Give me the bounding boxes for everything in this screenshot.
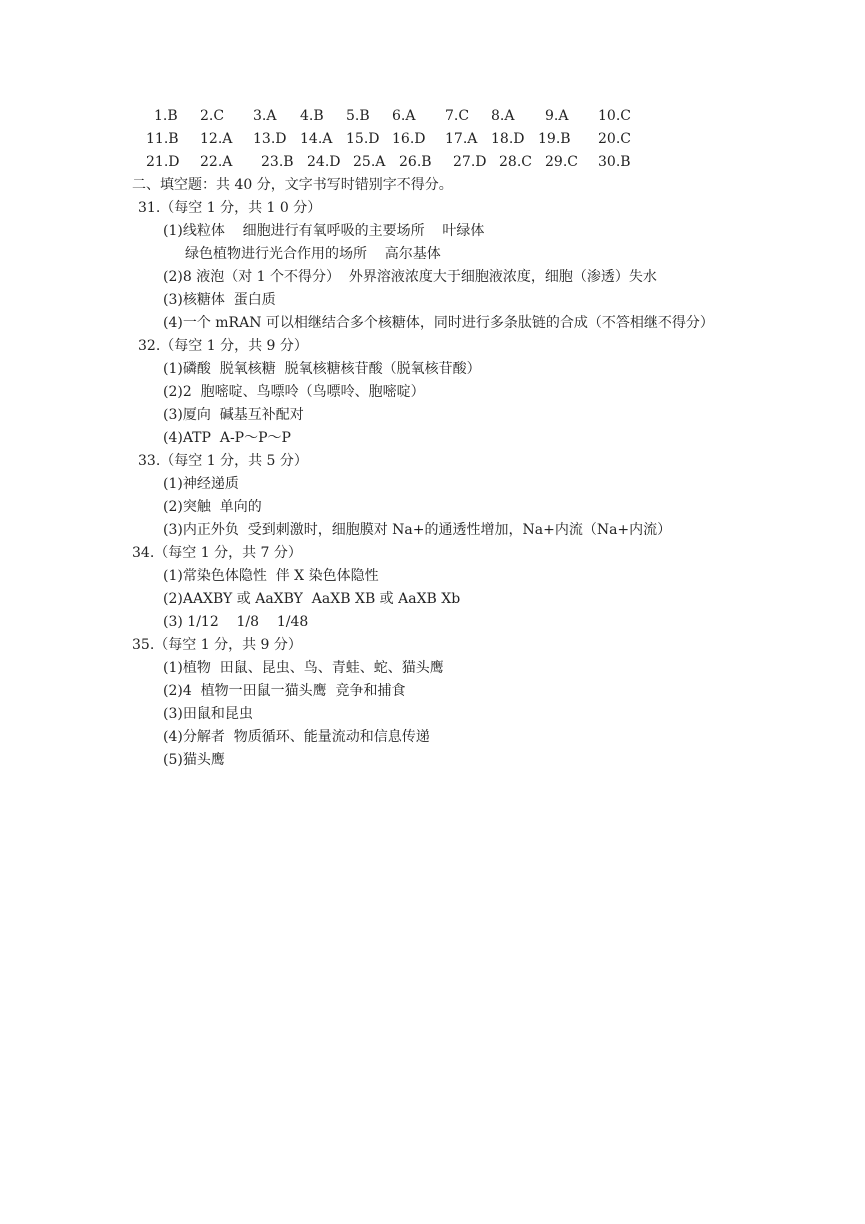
question-heading: 31.（每空 1 分，共 1 0 分） <box>138 200 322 216</box>
answer-item: 17.A <box>445 131 478 147</box>
answer-item: 7.C <box>445 108 470 124</box>
answer-line: (1)线粒体 细胞进行有氧呼吸的主要场所 叶绿体 <box>163 223 485 239</box>
question-heading: 32.（每空 1 分，共 9 分） <box>138 338 308 354</box>
answer-item: 18.D <box>491 131 525 147</box>
answer-line: (3)厦向 碱基互补配对 <box>163 407 304 423</box>
answer-line: (2)突触 单向的 <box>163 499 262 515</box>
answer-line: (4)ATP A-P～P～P <box>163 430 291 446</box>
answer-item: 1.B <box>154 108 178 124</box>
answer-line: (1)神经递质 <box>163 476 239 492</box>
answer-line: (2)4 植物一田鼠一猫头鹰 竞争和捕食 <box>163 683 406 699</box>
answer-item: 9.A <box>545 108 569 124</box>
answer-item: 11.B <box>146 131 179 147</box>
answer-line: (3)田鼠和昆虫 <box>163 706 253 722</box>
answer-item: 29.C <box>545 154 578 170</box>
answer-line: (3)核糖体 蛋白质 <box>163 292 276 308</box>
question-heading: 34.（每空 1 分，共 7 分） <box>132 545 302 561</box>
question-heading: 33.（每空 1 分，共 5 分） <box>138 453 308 469</box>
answer-item: 2.C <box>200 108 225 124</box>
answer-item: 12.A <box>200 131 233 147</box>
answer-item: 5.B <box>346 108 370 124</box>
answer-line: (1)磷酸 脱氧核糖 脱氧核糖核苷酸（脱氧核苷酸） <box>163 361 481 377</box>
answer-line: (4)分解者 物质循环、能量流动和信息传递 <box>163 729 430 745</box>
answer-item: 30.B <box>598 154 631 170</box>
answer-line: (1)植物 田鼠、昆虫、鸟、青蛙、蛇、猫头鹰 <box>163 660 444 676</box>
answer-item: 23.B <box>261 154 294 170</box>
answer-line: (3)内正外负 受到刺激时，细胞膜对 Na+的通透性增加，Na+内流（Na+内流） <box>163 522 672 538</box>
answer-item: 4.B <box>300 108 324 124</box>
answer-item: 13.D <box>253 131 287 147</box>
answer-item: 19.B <box>538 131 571 147</box>
answer-item: 20.C <box>598 131 631 147</box>
answer-item: 3.A <box>253 108 277 124</box>
answer-line: (2)AAXBY 或 AaXBY AaXB XB 或 AaXB Xb <box>163 591 461 607</box>
answer-line: (2)8 液泡（对 1 个不得分） 外界溶液浓度大于细胞液浓度，细胞（渗透）失水 <box>163 269 657 285</box>
answer-line: (3) 1/12 1/8 1/48 <box>163 614 309 630</box>
answer-item: 16.D <box>392 131 426 147</box>
answer-item: 22.A <box>200 154 233 170</box>
answer-item: 14.A <box>300 131 333 147</box>
answer-item: 10.C <box>598 108 631 124</box>
answer-line: (2)2 胞嘧啶、鸟嘌呤（鸟嘌呤、胞嘧啶） <box>163 384 425 400</box>
answer-line: (5)猫头鹰 <box>163 752 225 768</box>
answer-item: 28.C <box>499 154 532 170</box>
answer-item: 27.D <box>453 154 487 170</box>
answer-line: (4)一个 mRAN 可以相继结合多个核糖体，同时进行多条肽链的合成（不答相继不得分） <box>163 315 714 331</box>
answer-item: 8.A <box>491 108 515 124</box>
section-title: 二、填空题：共 40 分，文字书写时错别字不得分。 <box>132 177 453 193</box>
question-heading: 35.（每空 1 分，共 9 分） <box>132 637 302 653</box>
answer-item: 15.D <box>346 131 380 147</box>
answer-item: 26.B <box>399 154 432 170</box>
answer-item: 25.A <box>353 154 386 170</box>
answer-item: 24.D <box>307 154 341 170</box>
answer-line: (1)常染色体隐性 伴 X 染色体隐性 <box>163 568 379 584</box>
answer-item: 6.A <box>392 108 416 124</box>
answer-item: 21.D <box>146 154 180 170</box>
answer-line: 绿色植物进行光合作用的场所 高尔基体 <box>185 246 441 262</box>
